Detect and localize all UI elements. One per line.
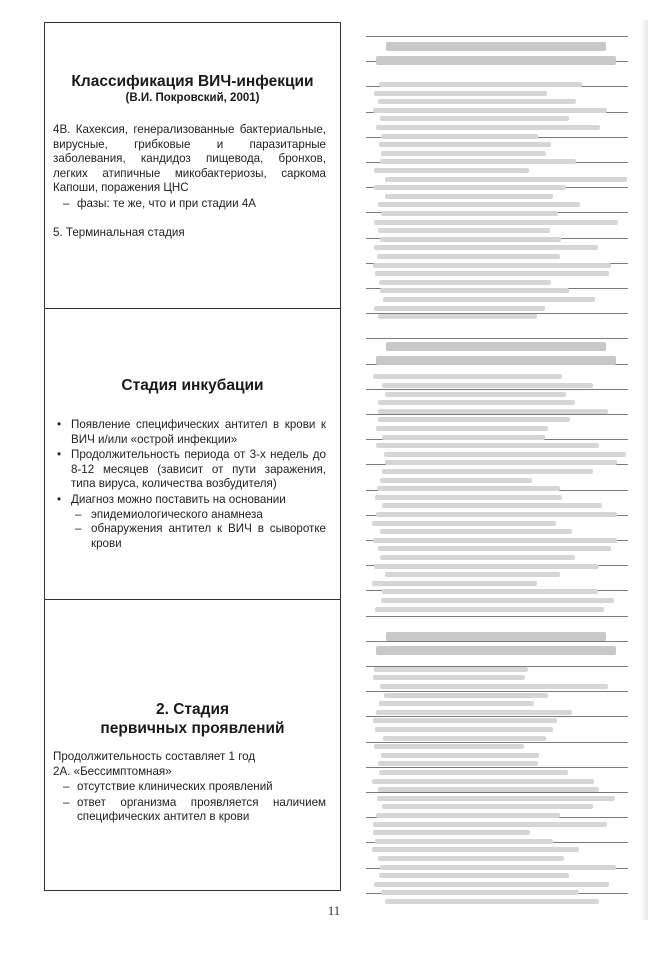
ghost-text-line: [374, 220, 618, 225]
ghost-text-line: [381, 890, 578, 895]
item-2a: 2А. «Бессимптомная»: [53, 764, 172, 778]
ghost-text-line: [373, 374, 562, 379]
ghost-text-line: [379, 82, 582, 87]
ghost-text-line: [382, 589, 598, 594]
ghost-text-line: [374, 744, 524, 749]
ghost-text-line: [380, 684, 609, 689]
bullet-diagnosis: • Диагноз можно поставить на основании: [53, 493, 326, 508]
ghost-text-line: [378, 417, 570, 422]
ghost-text-line: [383, 297, 595, 302]
ghost-text-line: [373, 108, 606, 113]
ghost-text-line: [376, 512, 617, 517]
slide-incubation: [45, 308, 340, 599]
ghost-text-line: [380, 159, 576, 164]
notes-column: [366, 20, 628, 915]
ghost-text-line: [381, 211, 558, 216]
ghost-text-line: [373, 822, 607, 827]
ghost-text-line: [372, 581, 537, 586]
ghost-text-line: [373, 538, 617, 543]
ghost-text-line: [385, 572, 560, 577]
sub-epidemiology: – эпидемиологического анамнеза: [53, 508, 326, 523]
ghost-text-line: [380, 529, 572, 534]
ghost-text-line: [378, 787, 598, 792]
ghost-text-line: [375, 727, 553, 732]
ghost-text-line: [384, 452, 626, 457]
ghost-text-line: [377, 254, 560, 259]
ghost-text-line: [374, 667, 528, 672]
ghost-text-line: [379, 701, 534, 706]
duration-text: Продолжительность составляет 1 год: [53, 750, 256, 763]
ghost-text-line: [380, 555, 575, 560]
ghost-text-line: [375, 607, 604, 612]
ghost-text-line: [378, 409, 608, 414]
ghost-heading: [376, 56, 616, 65]
ghost-text-line: [376, 426, 548, 431]
ghost-text-line: [375, 271, 609, 276]
ghost-text-line: [382, 469, 593, 474]
dash-antibodies: – ответ организма проявляется наличием специфических антител в крови: [53, 796, 326, 825]
ghost-text-line: [381, 753, 539, 758]
ghost-text-line: [375, 495, 562, 500]
bullet-antibodies: • Появление специфических антител в крови к ВИЧ и/или «острой инфекции»: [53, 418, 326, 447]
ghost-text-line: [379, 873, 569, 878]
ghost-text-line: [383, 736, 546, 741]
ghost-text-line: [384, 693, 548, 698]
ghost-text-line: [381, 598, 614, 603]
slide-title-line1: 2. Стадия: [155, 701, 230, 718]
ghost-text-line: [373, 263, 611, 268]
ghost-text-line: [378, 202, 580, 207]
ghost-text-line: [385, 177, 627, 182]
ghost-text-line: [382, 435, 545, 440]
ghost-text-line: [373, 718, 557, 723]
ruled-line: [366, 414, 628, 415]
ghost-text-line: [377, 486, 561, 491]
ghost-text-line: [378, 856, 564, 861]
ghost-text-line: [374, 882, 609, 887]
ruled-line: [366, 338, 628, 339]
ruled-line: [366, 36, 628, 37]
slide-title: Стадия инкубации: [121, 377, 264, 394]
ghost-text-line: [379, 770, 568, 775]
ghost-text-line: [382, 804, 593, 809]
ghost-text-line: [373, 675, 525, 680]
ghost-text-line: [378, 400, 575, 405]
ghost-text-line: [378, 761, 538, 766]
ghost-text-line: [377, 796, 615, 801]
ghost-text-line: [374, 168, 529, 173]
item-4v-phases: – фазы: те же, что и при стадии 4А: [53, 197, 326, 212]
slides-column: [44, 22, 341, 891]
ghost-text-line: [372, 779, 594, 784]
ghost-text-line: [376, 813, 560, 818]
ghost-text-line: [381, 151, 546, 156]
ghost-heading: [386, 42, 606, 51]
ghost-text-line: [376, 710, 572, 715]
ghost-text-line: [378, 228, 550, 233]
ghost-text-line: [379, 280, 551, 285]
ghost-text-line: [380, 288, 568, 293]
ghost-text-line: [380, 116, 569, 121]
ghost-text-line: [378, 99, 576, 104]
ghost-text-line: [374, 91, 547, 96]
ghost-text-line: [385, 392, 566, 397]
item-5: 5. Терминальная стадия: [53, 225, 185, 239]
slide-primary-manifestations: [45, 599, 340, 891]
ghost-text-line: [374, 245, 597, 250]
ghost-text-line: [380, 237, 561, 242]
ghost-heading: [376, 356, 616, 365]
page-number: 11: [327, 903, 341, 918]
page-edge-shadow: [640, 20, 648, 920]
item-4v: 4В. Кахексия, генерализованные бактериальные, вирусные, грибковые и паразитарные заболевания, кандидоз пищевода, бронхов, легких атипичные микобактериозы, саркома Капоши, поражения ЦНС: [53, 123, 326, 195]
ghost-heading: [376, 646, 616, 655]
ghost-text-line: [382, 503, 602, 508]
ghost-text-line: [372, 847, 579, 852]
slide-title: Классификация ВИЧ-инфекции: [71, 73, 314, 90]
ghost-text-line: [381, 134, 538, 139]
ruled-line: [366, 792, 628, 793]
slide-subtitle: (В.И. Покровский, 2001): [125, 92, 260, 104]
ghost-text-line: [378, 546, 611, 551]
ruled-line: [366, 389, 628, 390]
ghost-text-line: [385, 460, 617, 465]
ghost-text-line: [380, 865, 616, 870]
ghost-heading: [386, 632, 606, 641]
slide-classification: [45, 23, 340, 308]
dash-no-symptoms: – отсутствие клинических проявлений: [53, 780, 326, 795]
ghost-text-line: [374, 185, 566, 190]
ruled-line: [366, 616, 628, 617]
ghost-heading: [386, 342, 606, 351]
ghost-text-line: [375, 839, 554, 844]
sub-antibody-detection: – обнаружения антител к ВИЧ в сыворотке крови: [53, 522, 326, 551]
bullet-duration: • Продолжительность периода от 3-х недель до 8-12 месяцев (зависит от пути заражения, типа вируса, количества возбудителя): [53, 448, 326, 492]
ruled-line: [366, 742, 628, 743]
slide-title-line2: первичных проявлений: [100, 720, 285, 737]
ghost-text-line: [374, 564, 599, 569]
ruled-line: [366, 767, 628, 768]
ghost-text-line: [374, 306, 545, 311]
ghost-text-line: [378, 314, 537, 319]
ghost-text-line: [385, 194, 553, 199]
ghost-text-line: [372, 521, 556, 526]
ghost-text-line: [376, 443, 599, 448]
ghost-text-line: [379, 142, 551, 147]
ghost-text-line: [373, 830, 529, 835]
ruled-line: [366, 716, 628, 717]
ghost-text-line: [382, 383, 593, 388]
ghost-text-line: [376, 125, 600, 130]
ghost-text-line: [380, 478, 532, 483]
